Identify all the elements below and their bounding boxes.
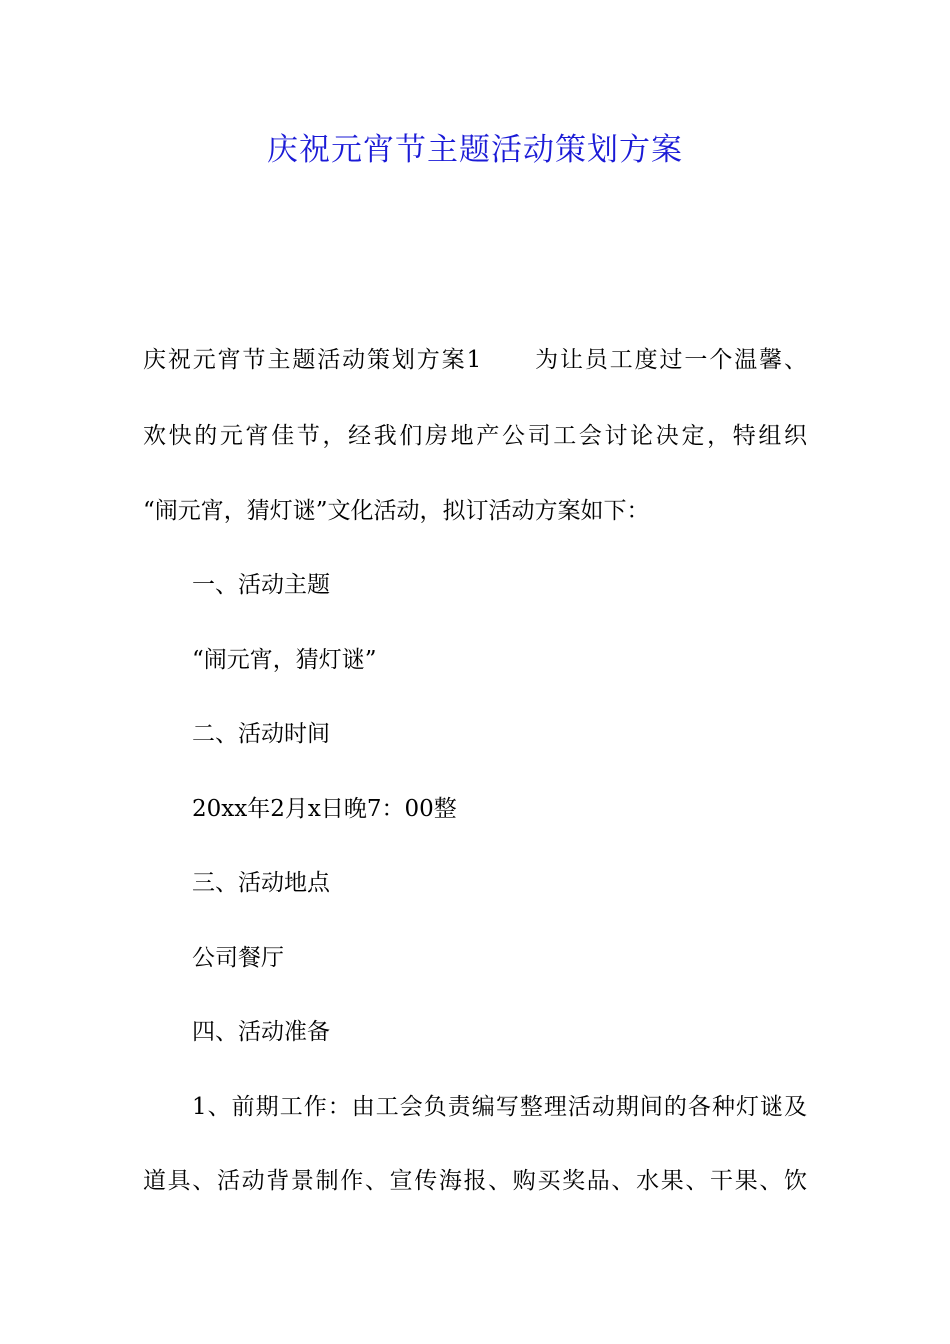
intro-heading: 庆祝元宵节主题活动策划方案1 [143,347,482,373]
section-3-body: 公司餐厅 [192,945,284,971]
section-4-item-1-line-2: 道具、活动背景制作、宣传海报、购买奖品、水果、干果、饮 [143,1168,807,1194]
section-1-body: “闹元宵，猜灯谜” [192,647,377,673]
intro-line-2: 欢快的元宵佳节，经我们房地产公司工会讨论决定，特组织 [143,423,807,449]
section-4-heading: 四、活动准备 [192,1019,330,1045]
section-4-item-1-line-1: 1、前期工作：由工会负责编写整理活动期间的各种灯谜及 [192,1094,807,1120]
intro-line-3: “闹元宵，猜灯谜”文化活动，拟订活动方案如下： [143,498,650,524]
intro-line-1 [143,342,807,378]
document-title: 庆祝元宵节主题活动策划方案 [267,132,683,168]
intro-line-1-rest: 为让员工度过一个温馨、 [533,347,807,373]
section-2-heading: 二、活动时间 [192,721,330,747]
section-2-body: 20xx年2月x日晚7：00整 [192,796,457,822]
section-1-heading: 一、活动主题 [192,572,330,598]
section-3-heading: 三、活动地点 [192,870,330,896]
